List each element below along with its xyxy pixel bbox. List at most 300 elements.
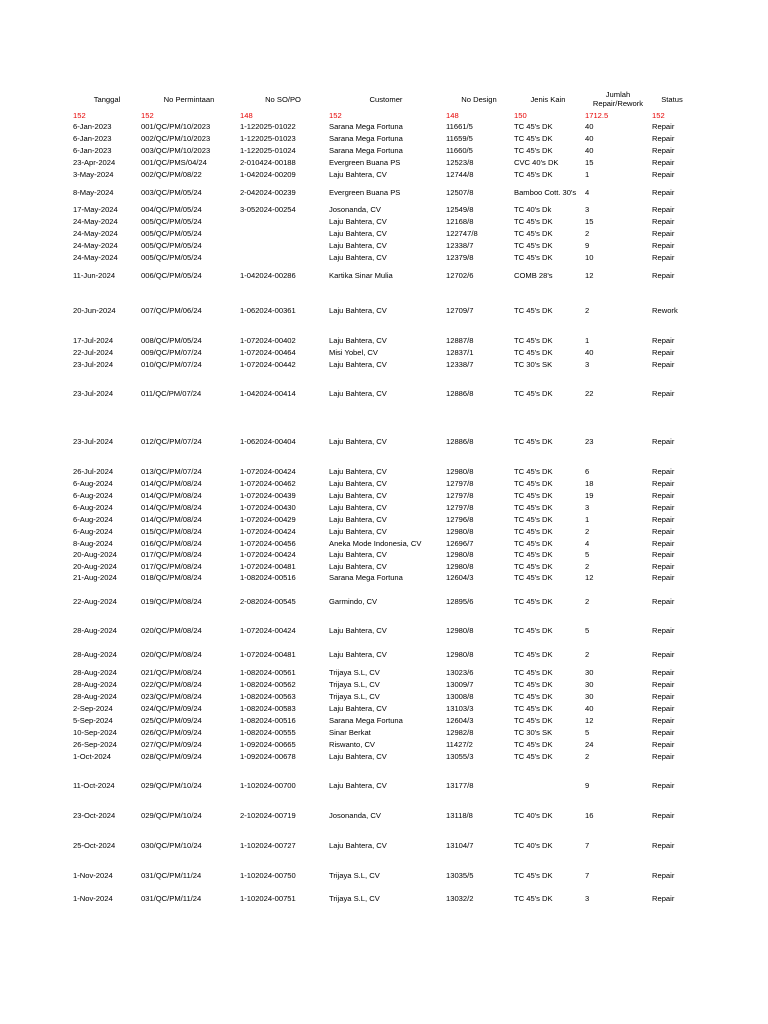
cell-customer: Trijaya S.L, CV — [329, 680, 380, 689]
cell-no-permintaan: 003/QC/PM/10/2023 — [141, 146, 211, 155]
cell-no-design: 13104/7 — [446, 841, 474, 850]
count-jumlah: 1712.5 — [585, 111, 609, 120]
cell-no-so-po: 1-072024-00442 — [240, 360, 296, 369]
header-no-permintaan: No Permintaan — [163, 95, 215, 104]
cell-jenis-kain: TC 45's DK — [514, 467, 553, 476]
cell-no-permintaan: 029/QC/PM/10/24 — [141, 811, 202, 820]
cell-no-design: 122747/8 — [446, 229, 478, 238]
cell-no-permintaan: 001/QC/PM/10/2023 — [141, 122, 211, 131]
cell-no-design: 13009/7 — [446, 680, 474, 689]
cell-jumlah: 12 — [585, 271, 594, 280]
cell-status: Repair — [652, 170, 675, 179]
cell-tanggal: 11-Jun-2024 — [73, 271, 116, 280]
cell-no-so-po: 3-052024-00254 — [240, 205, 296, 214]
cell-jenis-kain: TC 45's DK — [514, 253, 553, 262]
cell-status: Repair — [652, 871, 675, 880]
cell-no-so-po: 2-082024-00545 — [240, 597, 296, 606]
cell-no-so-po: 1-072024-00402 — [240, 336, 296, 345]
cell-status: Repair — [652, 752, 675, 761]
cell-jenis-kain: TC 45's DK — [514, 573, 553, 582]
cell-tanggal: 28-Aug-2024 — [73, 680, 117, 689]
cell-jenis-kain: TC 45's DK — [514, 562, 553, 571]
cell-customer: Laju Bahtera, CV — [329, 503, 387, 512]
cell-tanggal: 6-Aug-2024 — [73, 503, 113, 512]
cell-no-so-po: 2-102024-00719 — [240, 811, 296, 820]
cell-jenis-kain: TC 45's DK — [514, 550, 553, 559]
cell-no-so-po: 1-082024-00555 — [240, 728, 296, 737]
cell-status: Repair — [652, 716, 675, 725]
cell-jumlah: 7 — [585, 871, 590, 880]
cell-no-so-po: 1-082024-00563 — [240, 692, 296, 701]
cell-tanggal: 28-Aug-2024 — [73, 668, 117, 677]
cell-no-design: 11660/5 — [446, 146, 473, 155]
cell-jumlah: 7 — [585, 841, 590, 850]
cell-no-design: 12702/6 — [446, 271, 474, 280]
cell-no-permintaan: 003/QC/PM/05/24 — [141, 188, 202, 197]
cell-status: Repair — [652, 503, 675, 512]
cell-tanggal: 26-Sep-2024 — [73, 740, 117, 749]
cell-no-so-po: 1-122025-01023 — [240, 134, 296, 143]
cell-jumlah: 40 — [585, 348, 594, 357]
count-jenis-kain: 150 — [514, 111, 527, 120]
cell-customer: Laju Bahtera, CV — [329, 650, 387, 659]
cell-no-permintaan: 020/QC/PM/08/24 — [141, 650, 202, 659]
cell-no-so-po: 1-072024-00424 — [240, 626, 296, 635]
cell-customer: Trijaya S.L, CV — [329, 894, 380, 903]
cell-customer: Laju Bahtera, CV — [329, 253, 387, 262]
cell-jumlah: 23 — [585, 437, 594, 446]
cell-jumlah: 40 — [585, 122, 594, 131]
header-no-design: No Design — [461, 95, 497, 104]
cell-no-so-po: 1-072024-00424 — [240, 550, 296, 559]
cell-jumlah: 2 — [585, 650, 590, 659]
cell-customer: Laju Bahtera, CV — [329, 241, 387, 250]
cell-no-so-po: 1-072024-00424 — [240, 467, 296, 476]
cell-no-so-po: 1-072024-00464 — [240, 348, 296, 357]
cell-status: Repair — [652, 205, 675, 214]
cell-customer: Sarana Mega Fortuna — [329, 134, 403, 143]
cell-jenis-kain: TC 40's Dk — [514, 205, 552, 214]
cell-no-design: 12549/8 — [446, 205, 474, 214]
count-customer: 152 — [329, 111, 342, 120]
cell-customer: Laju Bahtera, CV — [329, 491, 387, 500]
cell-no-permintaan: 005/QC/PM/05/24 — [141, 241, 202, 250]
cell-status: Repair — [652, 704, 675, 713]
cell-jumlah: 40 — [585, 146, 594, 155]
cell-jenis-kain: TC 30's SK — [514, 728, 553, 737]
cell-jenis-kain: TC 45's DK — [514, 241, 553, 250]
cell-customer: Sarana Mega Fortuna — [329, 573, 403, 582]
cell-no-permintaan: 001/QC/PMS/04/24 — [141, 158, 207, 167]
cell-jumlah: 2 — [585, 229, 590, 238]
cell-no-design: 13035/5 — [446, 871, 474, 880]
cell-no-so-po: 1-122025-01024 — [240, 146, 296, 155]
cell-no-design: 12797/8 — [446, 491, 474, 500]
cell-jumlah: 22 — [585, 389, 594, 398]
cell-jenis-kain: TC 40's DK — [514, 811, 553, 820]
cell-no-permintaan: 024/QC/PM/09/24 — [141, 704, 202, 713]
cell-jenis-kain: TC 45's DK — [514, 668, 553, 677]
cell-no-so-po: 1-042024-00414 — [240, 389, 296, 398]
cell-no-design: 12168/8 — [446, 217, 474, 226]
cell-tanggal: 25-Oct-2024 — [73, 841, 116, 850]
cell-status: Repair — [652, 241, 675, 250]
cell-jenis-kain: TC 45's DK — [514, 527, 553, 536]
cell-no-permintaan: 023/QC/PM/08/24 — [141, 692, 202, 701]
cell-jenis-kain: TC 45's DK — [514, 146, 553, 155]
cell-customer: Sarana Mega Fortuna — [329, 146, 403, 155]
cell-no-permintaan: 009/QC/PM/07/24 — [141, 348, 202, 357]
cell-status: Repair — [652, 253, 675, 262]
cell-jumlah: 5 — [585, 550, 590, 559]
cell-jumlah: 1 — [585, 170, 590, 179]
cell-jumlah: 30 — [585, 668, 594, 677]
header-customer: Customer — [369, 95, 403, 104]
cell-no-so-po: 1-072024-00481 — [240, 650, 296, 659]
cell-status: Repair — [652, 811, 675, 820]
cell-jumlah: 30 — [585, 680, 594, 689]
cell-tanggal: 21-Aug-2024 — [73, 573, 117, 582]
header-jenis-kain: Jenis Kain — [530, 95, 566, 104]
cell-no-permintaan: 022/QC/PM/08/24 — [141, 680, 202, 689]
cell-jumlah: 4 — [585, 188, 590, 197]
cell-jumlah: 40 — [585, 704, 594, 713]
cell-no-so-po: 1-122025-01022 — [240, 122, 296, 131]
cell-jenis-kain: TC 45's DK — [514, 716, 553, 725]
cell-customer: Laju Bahtera, CV — [329, 841, 387, 850]
count-no-design: 148 — [446, 111, 459, 120]
cell-no-permintaan: 011/QC/PM/07/24 — [141, 389, 202, 398]
cell-tanggal: 6-Aug-2024 — [73, 491, 113, 500]
cell-status: Repair — [652, 562, 675, 571]
cell-customer: Laju Bahtera, CV — [329, 704, 387, 713]
cell-no-design: 12797/8 — [446, 479, 474, 488]
cell-customer: Laju Bahtera, CV — [329, 360, 387, 369]
cell-jumlah: 3 — [585, 360, 590, 369]
cell-tanggal: 6-Jan-2023 — [73, 134, 112, 143]
cell-no-permintaan: 012/QC/PM/07/24 — [141, 437, 202, 446]
cell-no-design: 13055/3 — [446, 752, 474, 761]
cell-no-permintaan: 025/QC/PM/09/24 — [141, 716, 202, 725]
cell-status: Repair — [652, 188, 675, 197]
cell-customer: Laju Bahtera, CV — [329, 467, 387, 476]
cell-status: Repair — [652, 134, 675, 143]
cell-customer: Misi Yobel, CV — [329, 348, 378, 357]
cell-no-design: 13023/6 — [446, 668, 474, 677]
cell-status: Repair — [652, 515, 675, 524]
cell-jumlah: 2 — [585, 597, 590, 606]
cell-jenis-kain: TC 45's DK — [514, 217, 553, 226]
cell-customer: Sarana Mega Fortuna — [329, 716, 403, 725]
cell-status: Repair — [652, 841, 675, 850]
cell-tanggal: 8-Aug-2024 — [73, 539, 113, 548]
cell-no-permintaan: 030/QC/PM/10/24 — [141, 841, 202, 850]
cell-no-design: 12837/1 — [446, 348, 474, 357]
cell-no-design: 13177/8 — [446, 781, 474, 790]
count-tanggal: 152 — [73, 111, 86, 120]
cell-no-so-po: 1-092024-00678 — [240, 752, 296, 761]
cell-status: Repair — [652, 781, 675, 790]
cell-jenis-kain: TC 40's DK — [514, 841, 553, 850]
cell-customer: Laju Bahtera, CV — [329, 479, 387, 488]
cell-tanggal: 10-Sep-2024 — [73, 728, 117, 737]
cell-status: Repair — [652, 539, 675, 548]
cell-no-permintaan: 029/QC/PM/10/24 — [141, 781, 202, 790]
cell-no-permintaan: 014/QC/PM/08/24 — [141, 503, 202, 512]
cell-customer: Josonanda, CV — [329, 205, 381, 214]
count-no-permintaan: 152 — [141, 111, 154, 120]
cell-no-design: 12982/8 — [446, 728, 474, 737]
cell-jenis-kain: TC 45's DK — [514, 515, 553, 524]
cell-no-permintaan: 015/QC/PM/08/24 — [141, 527, 202, 536]
cell-tanggal: 24-May-2024 — [73, 253, 118, 262]
cell-no-design: 12887/8 — [446, 336, 474, 345]
cell-customer: Sarana Mega Fortuna — [329, 122, 403, 131]
cell-status: Rework — [652, 306, 678, 315]
cell-no-design: 11427/2 — [446, 740, 473, 749]
cell-status: Repair — [652, 360, 675, 369]
cell-no-so-po: 1-082024-00561 — [240, 668, 296, 677]
cell-no-so-po: 1-042024-00286 — [240, 271, 296, 280]
cell-no-permintaan: 017/QC/PM/08/24 — [141, 562, 202, 571]
cell-customer: Laju Bahtera, CV — [329, 170, 387, 179]
cell-jenis-kain: Bamboo Cott. 30's — [514, 188, 577, 197]
cell-jenis-kain: TC 45's DK — [514, 894, 553, 903]
cell-no-so-po: 1-102024-00751 — [240, 894, 296, 903]
cell-status: Repair — [652, 467, 675, 476]
cell-no-design: 12338/7 — [446, 241, 474, 250]
cell-tanggal: 6-Aug-2024 — [73, 479, 113, 488]
cell-no-permintaan: 007/QC/PM/06/24 — [141, 306, 202, 315]
cell-jumlah: 1 — [585, 336, 590, 345]
cell-status: Repair — [652, 680, 675, 689]
cell-status: Repair — [652, 573, 675, 582]
cell-tanggal: 1-Oct-2024 — [73, 752, 111, 761]
cell-jenis-kain: TC 45's DK — [514, 122, 553, 131]
cell-jenis-kain: TC 30's SK — [514, 360, 553, 369]
cell-customer: Evergreen Buana PS — [329, 188, 401, 197]
cell-jenis-kain: TC 45's DK — [514, 306, 553, 315]
cell-jumlah: 12 — [585, 573, 594, 582]
cell-no-design: 12980/8 — [446, 650, 474, 659]
cell-no-so-po: 1-072024-00439 — [240, 491, 296, 500]
cell-no-so-po: 1-082024-00583 — [240, 704, 296, 713]
cell-jenis-kain: TC 45's DK — [514, 597, 553, 606]
cell-no-design: 12338/7 — [446, 360, 474, 369]
cell-jenis-kain: TC 45's DK — [514, 871, 553, 880]
cell-no-design: 12604/3 — [446, 573, 474, 582]
cell-no-permintaan: 031/QC/PM/11/24 — [141, 871, 202, 880]
cell-jenis-kain: TC 45's DK — [514, 437, 553, 446]
cell-customer: Laju Bahtera, CV — [329, 437, 387, 446]
cell-no-design: 12696/7 — [446, 539, 474, 548]
cell-no-permintaan: 016/QC/PM/08/24 — [141, 539, 202, 548]
cell-customer: Laju Bahtera, CV — [329, 550, 387, 559]
cell-no-so-po: 1-062024-00404 — [240, 437, 296, 446]
cell-status: Repair — [652, 550, 675, 559]
cell-no-so-po: 1-042024-00209 — [240, 170, 296, 179]
cell-no-design: 13103/3 — [446, 704, 474, 713]
cell-no-permintaan: 005/QC/PM/05/24 — [141, 217, 202, 226]
cell-no-so-po: 1-082024-00516 — [240, 573, 296, 582]
cell-jenis-kain: TC 45's DK — [514, 740, 553, 749]
cell-customer: Evergreen Buana PS — [329, 158, 401, 167]
cell-no-permintaan: 020/QC/PM/08/24 — [141, 626, 202, 635]
cell-no-permintaan: 014/QC/PM/08/24 — [141, 515, 202, 524]
cell-tanggal: 28-Aug-2024 — [73, 626, 117, 635]
cell-tanggal: 22-Aug-2024 — [73, 597, 117, 606]
cell-status: Repair — [652, 437, 675, 446]
count-no-so-po: 148 — [240, 111, 253, 120]
cell-no-permintaan: 026/QC/PM/09/24 — [141, 728, 202, 737]
cell-status: Repair — [652, 626, 675, 635]
cell-no-design: 12523/8 — [446, 158, 474, 167]
cell-no-design: 12797/8 — [446, 503, 474, 512]
cell-customer: Laju Bahtera, CV — [329, 626, 387, 635]
cell-jumlah: 16 — [585, 811, 594, 820]
cell-tanggal: 23-Oct-2024 — [73, 811, 116, 820]
cell-jenis-kain: TC 45's DK — [514, 503, 553, 512]
cell-jumlah: 30 — [585, 692, 594, 701]
cell-status: Repair — [652, 348, 675, 357]
cell-no-so-po: 1-072024-00424 — [240, 527, 296, 536]
cell-tanggal: 23-Jul-2024 — [73, 389, 114, 398]
cell-no-so-po: 1-082024-00562 — [240, 680, 296, 689]
cell-customer: Josonanda, CV — [329, 811, 381, 820]
cell-jumlah: 15 — [585, 217, 594, 226]
header-jumlah — [580, 90, 656, 108]
cell-no-design: 12980/8 — [446, 562, 474, 571]
cell-no-permintaan: 013/QC/PM/07/24 — [141, 467, 202, 476]
cell-jenis-kain: TC 45's DK — [514, 680, 553, 689]
cell-jumlah: 18 — [585, 479, 594, 488]
cell-jumlah: 5 — [585, 728, 590, 737]
cell-tanggal: 6-Jan-2023 — [73, 122, 112, 131]
cell-no-design: 13032/2 — [446, 894, 474, 903]
cell-no-permintaan: 002/QC/PM/10/2023 — [141, 134, 211, 143]
header-jumlah-line1: Jumlah — [605, 90, 631, 99]
cell-no-design: 12796/8 — [446, 515, 474, 524]
cell-no-so-po: 1-062024-00361 — [240, 306, 296, 315]
cell-no-design: 12604/3 — [446, 716, 474, 725]
cell-no-permintaan: 031/QC/PM/11/24 — [141, 894, 202, 903]
cell-no-so-po: 2-042024-00239 — [240, 188, 296, 197]
cell-status: Repair — [652, 158, 675, 167]
cell-no-so-po: 1-072024-00430 — [240, 503, 296, 512]
count-status: 152 — [652, 111, 665, 120]
cell-no-so-po: 1-072024-00462 — [240, 479, 296, 488]
cell-jenis-kain: TC 45's DK — [514, 348, 553, 357]
cell-tanggal: 22-Jul-2024 — [73, 348, 114, 357]
cell-jumlah: 19 — [585, 491, 594, 500]
cell-no-design: 13008/8 — [446, 692, 474, 701]
cell-no-permintaan: 017/QC/PM/08/24 — [141, 550, 202, 559]
cell-jenis-kain: TC 45's DK — [514, 134, 553, 143]
cell-jenis-kain: TC 45's DK — [514, 704, 553, 713]
header-tanggal: Tanggal — [93, 95, 121, 104]
cell-customer: Laju Bahtera, CV — [329, 562, 387, 571]
cell-jumlah: 2 — [585, 306, 590, 315]
cell-customer: Riswanto, CV — [329, 740, 376, 749]
cell-customer: Kartika Sinar Mulia — [329, 271, 393, 280]
cell-no-design: 13118/8 — [446, 811, 473, 820]
cell-jumlah: 40 — [585, 134, 594, 143]
cell-no-so-po: 1-072024-00429 — [240, 515, 296, 524]
cell-jenis-kain: TC 45's DK — [514, 336, 553, 345]
cell-customer: Trijaya S.L, CV — [329, 871, 380, 880]
cell-no-so-po: 1-072024-00481 — [240, 562, 296, 571]
cell-customer: Laju Bahtera, CV — [329, 336, 387, 345]
cell-status: Repair — [652, 894, 675, 903]
cell-status: Repair — [652, 122, 675, 131]
cell-tanggal: 6-Aug-2024 — [73, 527, 113, 536]
cell-no-design: 11661/5 — [446, 122, 473, 131]
cell-customer: Laju Bahtera, CV — [329, 229, 387, 238]
header-no-so-po: No SO/PO — [265, 95, 301, 104]
cell-jenis-kain: TC 45's DK — [514, 692, 553, 701]
cell-no-permintaan: 005/QC/PM/05/24 — [141, 229, 202, 238]
cell-tanggal: 17-Jul-2024 — [73, 336, 114, 345]
cell-tanggal: 8-May-2024 — [73, 188, 114, 197]
cell-status: Repair — [652, 271, 675, 280]
cell-status: Repair — [652, 479, 675, 488]
cell-customer: Laju Bahtera, CV — [329, 752, 387, 761]
cell-tanggal: 20-Aug-2024 — [73, 562, 117, 571]
cell-jumlah: 6 — [585, 467, 590, 476]
cell-jumlah: 3 — [585, 205, 590, 214]
cell-no-permintaan: 019/QC/PM/08/24 — [141, 597, 202, 606]
cell-no-permintaan: 021/QC/PM/08/24 — [141, 668, 202, 677]
cell-status: Repair — [652, 668, 675, 677]
cell-tanggal: 23-Jul-2024 — [73, 437, 114, 446]
cell-customer: Sinar Berkat — [329, 728, 371, 737]
cell-tanggal: 1-Nov-2024 — [73, 894, 113, 903]
cell-no-so-po: 1-082024-00516 — [240, 716, 296, 725]
cell-jenis-kain: TC 45's DK — [514, 491, 553, 500]
cell-customer: Laju Bahtera, CV — [329, 389, 387, 398]
cell-jumlah: 2 — [585, 527, 590, 536]
cell-no-so-po: 1-102024-00727 — [240, 841, 296, 850]
cell-status: Repair — [652, 740, 675, 749]
cell-jenis-kain: TC 45's DK — [514, 650, 553, 659]
cell-tanggal: 6-Aug-2024 — [73, 515, 113, 524]
cell-no-permintaan: 014/QC/PM/08/24 — [141, 479, 202, 488]
cell-status: Repair — [652, 146, 675, 155]
header-status: Status — [661, 95, 683, 104]
cell-customer: Garmindo, CV — [329, 597, 378, 606]
cell-customer: Laju Bahtera, CV — [329, 306, 387, 315]
cell-jumlah: 9 — [585, 781, 590, 790]
cell-customer: Laju Bahtera, CV — [329, 515, 387, 524]
cell-status: Repair — [652, 650, 675, 659]
cell-jumlah: 9 — [585, 241, 590, 250]
cell-customer: Laju Bahtera, CV — [329, 527, 387, 536]
cell-jenis-kain: TC 45's DK — [514, 752, 553, 761]
cell-no-permintaan: 027/QC/PM/09/24 — [141, 740, 202, 749]
cell-jumlah: 12 — [585, 716, 594, 725]
cell-jenis-kain: TC 45's DK — [514, 389, 553, 398]
cell-customer: Aneka Mode Indonesia, CV — [329, 539, 422, 548]
cell-no-permintaan: 014/QC/PM/08/24 — [141, 491, 202, 500]
cell-no-design: 12980/8 — [446, 626, 474, 635]
cell-no-so-po: 1-102024-00750 — [240, 871, 296, 880]
cell-no-design: 12980/8 — [446, 527, 474, 536]
cell-jumlah: 15 — [585, 158, 594, 167]
cell-no-permintaan: 018/QC/PM/08/24 — [141, 573, 202, 582]
cell-no-permintaan: 004/QC/PM/05/24 — [141, 205, 202, 214]
cell-jenis-kain: COMB 28's — [514, 271, 553, 280]
cell-tanggal: 24-May-2024 — [73, 241, 118, 250]
